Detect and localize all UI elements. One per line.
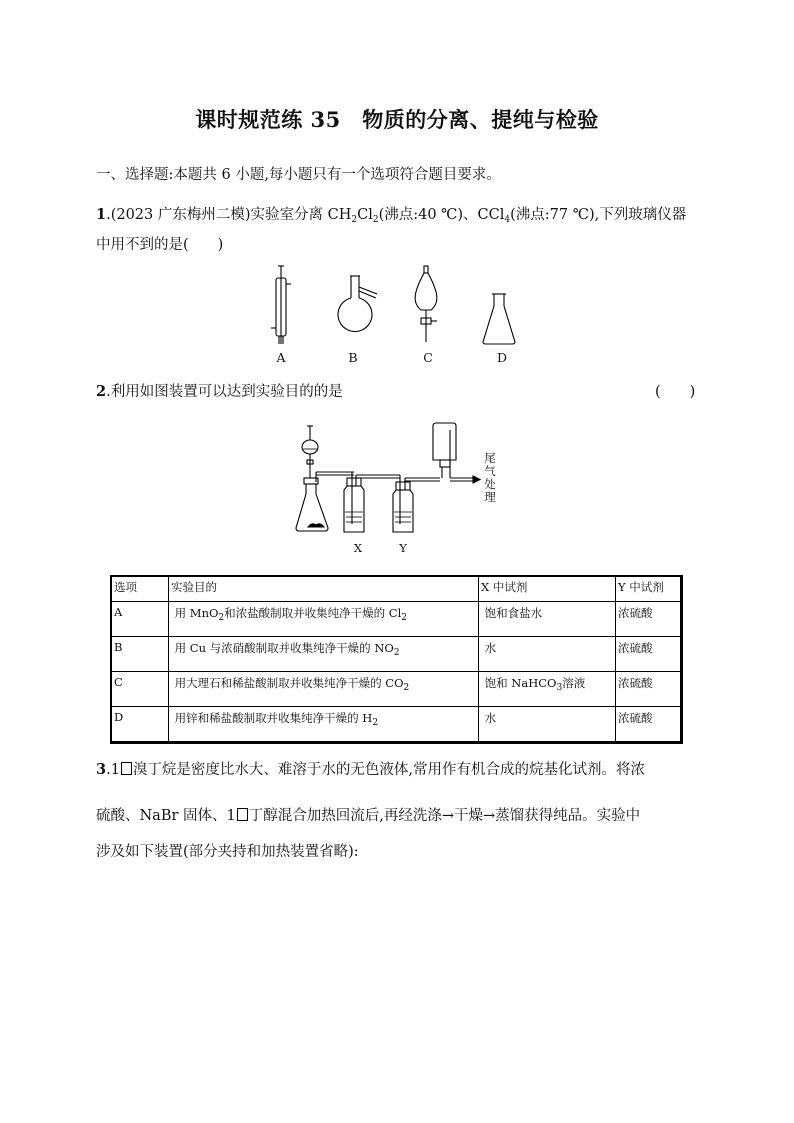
table-cell-y: 浓硫酸 [616, 637, 682, 672]
table-cell-x [479, 637, 616, 672]
question-1 [96, 203, 686, 257]
x-reagent: 水 [484, 641, 497, 655]
table-row [111, 672, 682, 707]
question-3 [96, 758, 706, 864]
bottle-label-y: Y [399, 541, 407, 555]
question-1-text-a: .(2023 广东梅州二模)实验室分离 CH [106, 207, 352, 223]
missing-glyph-box [121, 762, 132, 775]
table-cell-y: 浓硫酸 [616, 602, 682, 637]
table-cell-y: 浓硫酸 [616, 707, 682, 743]
x-reagent: 饱和 NaHCO [484, 676, 557, 690]
question-3-text: .1 [106, 762, 120, 778]
question-2-text: .利用如图装置可以达到实验目的的是 [106, 384, 343, 400]
purpose-text: 和浓盐酸制取并收集纯净干燥的 Cl [224, 606, 402, 620]
distillation-flask-icon [338, 276, 377, 332]
x-reagent-tail: 溶液 [562, 676, 586, 690]
table-cell-purpose [169, 602, 479, 637]
conical-flask-icon [483, 294, 515, 344]
dropping-funnel-icon [302, 426, 318, 478]
question-3-number: 3 [96, 761, 107, 778]
table-cell-option: B [111, 637, 169, 672]
glassware-figure [255, 262, 540, 352]
purpose-text: 用 Cu 与浓硝酸制取并收集纯净干燥的 NO [174, 641, 394, 655]
table-cell-purpose [169, 707, 479, 743]
question-1-line-1 [96, 203, 686, 227]
tail-gas-char: 尾 [484, 451, 496, 465]
table-row [111, 707, 682, 743]
subscript: 2 [393, 648, 400, 658]
tail-gas-label [483, 452, 497, 504]
table-header-cell: X 中试剂 [479, 576, 616, 602]
subscript: 4 [504, 215, 511, 225]
wash-bottle-x-icon [344, 472, 400, 532]
options-table [110, 575, 683, 744]
apparatus-figure [290, 420, 490, 542]
page-title: 课时规范练 35 物质的分离、提纯与检验 [195, 107, 599, 132]
subscript: 3 [556, 683, 563, 693]
bottle-label-x: X [353, 541, 363, 555]
table-cell-purpose [169, 637, 479, 672]
subscript: 2 [372, 215, 379, 225]
tail-gas-char: 理 [484, 490, 496, 504]
tail-gas-char: 处 [484, 477, 496, 491]
table-header-row [111, 576, 682, 602]
option-label-a: A [276, 350, 286, 365]
purpose-text: 用 MnO [174, 606, 219, 620]
subscript: 2 [372, 718, 379, 728]
subscript: 2 [401, 613, 408, 623]
option-label-c: C [423, 350, 433, 365]
collection-bottle-icon [433, 423, 480, 483]
wash-bottle-y-icon [393, 475, 440, 532]
option-label-b: B [348, 350, 358, 365]
table-cell-purpose [169, 672, 479, 707]
table-cell-option: D [111, 707, 169, 743]
missing-glyph-box [237, 808, 248, 821]
question-3-text: 硫酸、NaBr 固体、1 [96, 808, 236, 824]
purpose-text: 用锌和稀盐酸制取并收集纯净干燥的 H [174, 711, 373, 725]
subscript: 2 [403, 683, 410, 693]
x-reagent: 水 [484, 711, 497, 725]
question-1-number: 1 [96, 206, 107, 223]
table-header-cell: 选项 [111, 576, 169, 602]
condenser-icon [271, 266, 291, 344]
purpose-text: 用大理石和稀盐酸制取并收集纯净干燥的 CO [174, 676, 404, 690]
table-cell-x [479, 672, 616, 707]
question-2 [96, 380, 343, 404]
question-3-text: 丁醇混合加热回流后,再经洗涤→干燥→蒸馏获得纯品。实验中 [248, 808, 641, 824]
table-cell-x [479, 707, 616, 743]
table-cell-y: 浓硫酸 [616, 672, 682, 707]
table-cell-option: A [111, 602, 169, 637]
question-3-line-3: 涉及如下装置(部分夹持和加热装置省略): [96, 844, 359, 860]
subscript: 2 [218, 613, 225, 623]
question-3-text: 溴丁烷是密度比水大、难溶于水的无色液体,常用作有机合成的烷基化试剂。将浓 [132, 762, 646, 778]
table-header-cell: 实验目的 [169, 576, 479, 602]
table-cell-x [479, 602, 616, 637]
reaction-flask-icon [296, 472, 354, 531]
subscript: 2 [351, 215, 358, 225]
table-row [111, 637, 682, 672]
question-3-line-2 [96, 804, 706, 828]
question-1-text-d: (沸点:77 ℃),下列玻璃仪器 [510, 207, 687, 223]
separatory-funnel-icon [415, 266, 437, 342]
question-1-text-c: (沸点:40 ℃)、CCl [378, 207, 505, 223]
question-3-line-1 [96, 758, 706, 782]
table-row [111, 602, 682, 637]
option-label-d: D [496, 350, 508, 365]
question-2-number: 2 [96, 383, 107, 400]
answer-paren: ( ) [655, 384, 696, 400]
question-1-line-2: 中用不到的是( ) [96, 237, 224, 253]
table-cell-option: C [111, 672, 169, 707]
question-1-text-b: Cl [357, 207, 373, 223]
tail-gas-char: 气 [484, 464, 496, 478]
x-reagent: 饱和食盐水 [484, 606, 543, 620]
table-header-cell: Y 中试剂 [616, 576, 682, 602]
section-heading: 一、选择题:本题共 6 小题,每小题只有一个选项符合题目要求。 [96, 167, 501, 183]
